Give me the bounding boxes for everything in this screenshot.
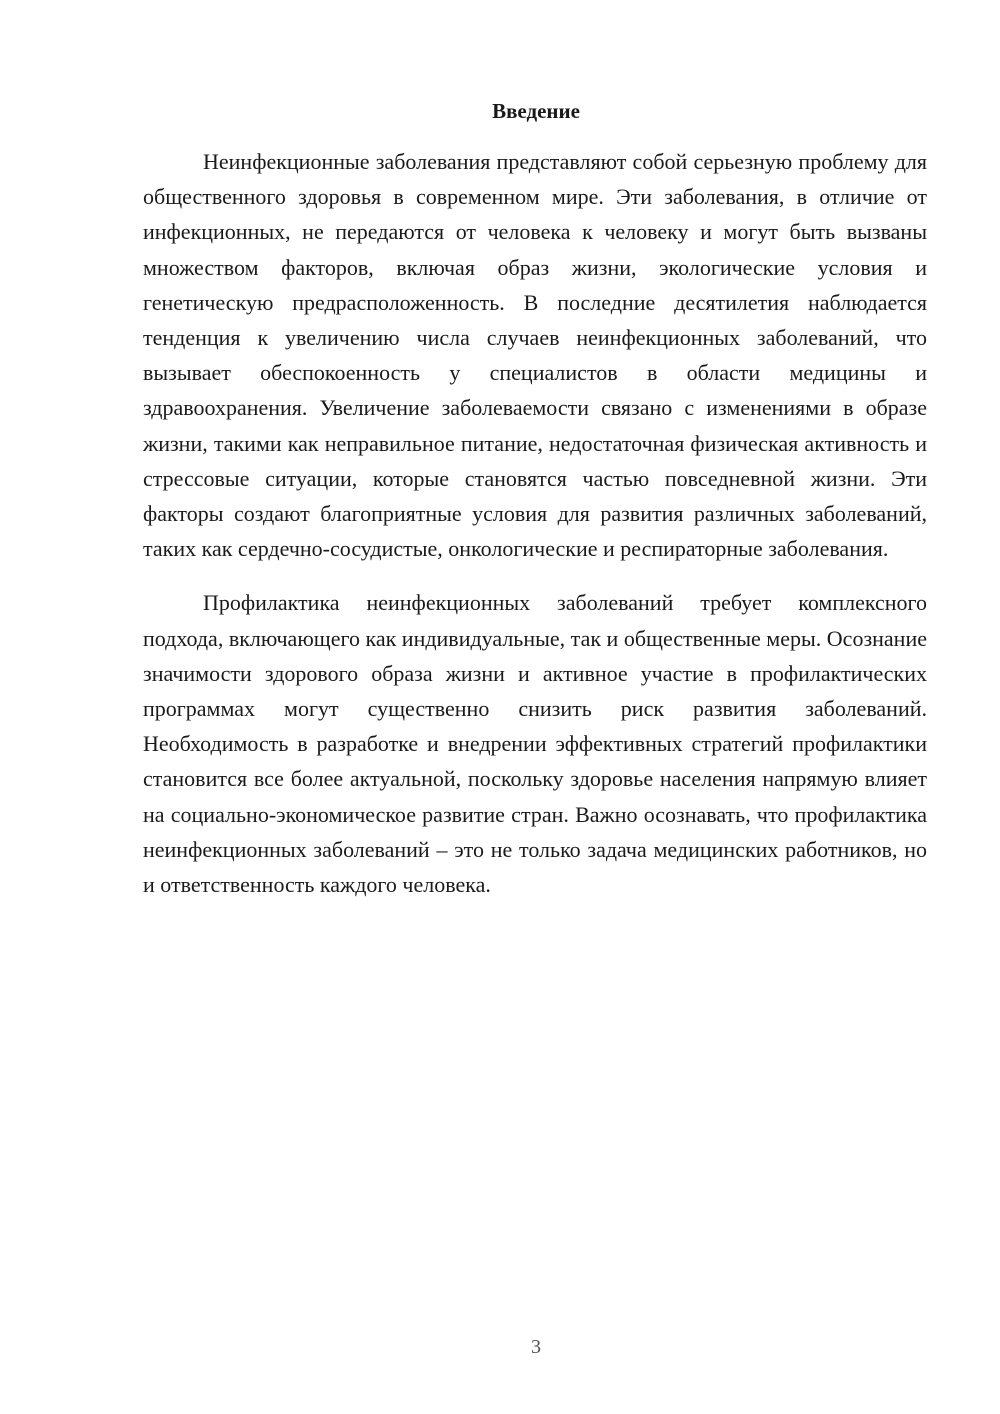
page-number: 3 [531, 1336, 541, 1358]
page-title: Введение [492, 99, 580, 123]
paragraph-2: Профилактика неинфекционных заболеваний требует комплексного подхода, включающего как индивидуальные, так и общественные меры. Осознание значимости здорового образа жизни и активное участие в профилактических программах могут существенно снизить риск развития заболеваний. Необходимость в разработке и внедрении эффективных стратегий профилактики становится все более актуальной, поскольку здоровье населения напрямую влияет на социально-экономическое развитие стран. Важно осознавать, что профилактика неинфекционных заболеваний – это не только задача медицинских работников, но и ответственность каждого человека. [143, 590, 927, 898]
body-text [143, 144, 927, 902]
paragraph-1: Неинфекционные заболевания представляют собой серьезную проблему для общественного здоровья в современном мире. Эти заболевания, в отличие от инфекционных, не передаются от человека к человеку и могут быть вызваны множеством факторов, включая образ жизни, экологические условия и генетическую предрасположенность. В последние десятилетия наблюдается тенденция к увеличению числа случаев неинфекционных заболеваний, что вызывает обеспокоенность у специалистов в области медицины и здравоохранения. Увеличение заболеваемости связано с изменениями в образе жизни, такими как неправильное питание, недостаточная физическая активность и стрессовые ситуации, которые становятся частью повседневной жизни. Эти факторы создают благоприятные условия для развития различных заболеваний, таких как сердечно-сосудистые, онкологические и респираторные заболевания. [143, 149, 927, 562]
